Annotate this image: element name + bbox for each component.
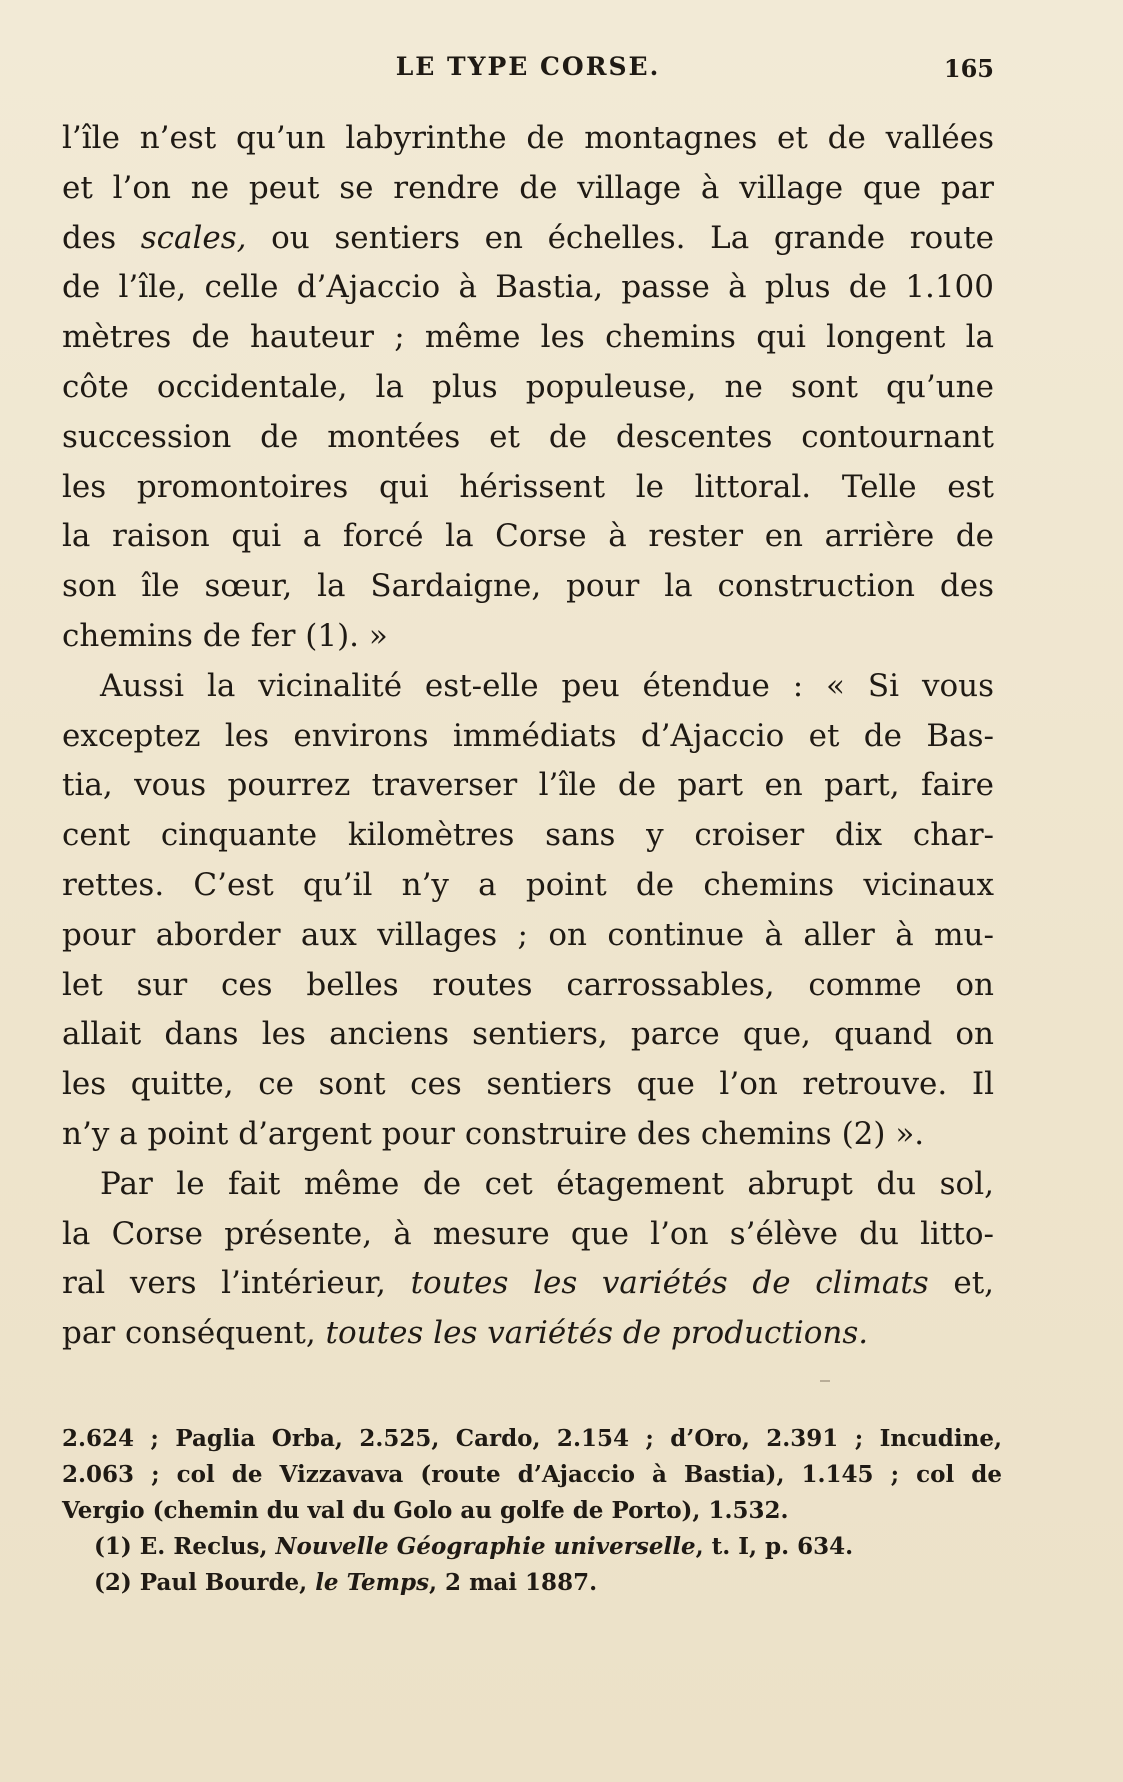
text-line: son île sœur, la Sardaigne, pour la construction des	[62, 568, 994, 605]
text-line: chemins de fer (1). »	[62, 617, 388, 654]
footnote-1-prefix: (1) E. Reclus,	[94, 1533, 276, 1560]
text-line: l’île n’est qu’un labyrinthe de montagnes et de vallées	[62, 120, 994, 156]
footnote-continuation-line: 2.063 ; col de Vizzavava (route d’Ajaccio à Bastia), 1.145 ; col de	[62, 1461, 1002, 1488]
footnote-2-prefix: (2) Paul Bourde,	[94, 1569, 316, 1596]
text-line: succession de montées et de descentes contournant	[62, 418, 994, 455]
text-line	[62, 214, 994, 264]
footnote-2-title: le Temps	[315, 1569, 430, 1596]
text-line: les quitte, ce sont ces sentiers que l’on retrouve. Il	[62, 1066, 994, 1103]
footnote-2-suffix: , 2 mai 1887.	[429, 1569, 598, 1596]
italic-segment: scales,	[140, 219, 247, 256]
text-line: let sur ces belles routes carrossables, comme on	[62, 966, 994, 1003]
footnote-continuation-line: Vergio (chemin du val du Golo au golfe de Porto), 1.532.	[62, 1497, 789, 1524]
text-line	[62, 1259, 994, 1309]
italic-segment: toutes les variétés de productions.	[325, 1315, 869, 1352]
text-line: exceptez les environs immédiats d’Ajaccio et de Bas-	[62, 717, 994, 754]
italic-segment: toutes les variétés de climats	[410, 1265, 929, 1302]
page-number: 165	[943, 54, 994, 83]
footnote-1-suffix: , t. I, p. 634.	[695, 1533, 854, 1560]
text-segment: ral vers l’intérieur,	[62, 1265, 411, 1302]
text-segment: ou sentiers en échelles. La grande route	[246, 219, 994, 256]
text-line: allait dans les anciens sentiers, parce que, quand on	[62, 1016, 994, 1053]
text-line: les promontoires qui hérissent le littoral. Telle est	[62, 468, 994, 505]
text-line	[62, 1309, 994, 1359]
running-header	[62, 52, 994, 88]
text-line: pour aborder aux villages ; on continue à aller à mu-	[62, 916, 994, 953]
text-line: mètres de hauteur ; même les chemins qui longent la	[62, 319, 994, 356]
footnotes	[62, 1421, 1002, 1601]
text-line: la raison qui a forcé la Corse à rester en arrière de	[62, 518, 994, 555]
footnote-continuation-line: 2.624 ; Paglia Orba, 2.525, Cardo, 2.154 ; d’Oro, 2.391 ; Incudine,	[62, 1425, 1002, 1452]
text-line: et l’on ne peut se rendre de village à village que par	[62, 169, 994, 206]
footnote-1-title: Nouvelle Géographie universelle	[275, 1533, 696, 1560]
text-segment: par conséquent,	[62, 1315, 326, 1352]
text-line: cent cinquante kilomètres sans y croiser dix char-	[62, 817, 994, 854]
text-line: Aussi la vicinalité est-elle peu étendue : « Si vous	[100, 667, 994, 704]
footnote-1	[62, 1529, 1002, 1565]
text-line: Par le fait même de cet étagement abrupt du sol,	[100, 1165, 994, 1202]
text-line: la Corse présente, à mesure que l’on s’élève du litto-	[62, 1215, 994, 1252]
running-title: LE TYPE CORSE.	[395, 52, 661, 81]
footnote-2	[62, 1565, 1002, 1601]
footnote-separator	[820, 1380, 830, 1382]
body-text	[62, 114, 994, 1359]
text-line: tia, vous pourrez traverser l’île de part en part, faire	[62, 767, 994, 804]
text-line: n’y a point d’argent pour construire des chemins (2) ».	[62, 1115, 925, 1152]
text-segment: et,	[928, 1265, 995, 1302]
text-line: côte occidentale, la plus populeuse, ne sont qu’une	[62, 368, 994, 405]
text-segment: des	[62, 219, 141, 256]
text-line: de l’île, celle d’Ajaccio à Bastia, passe à plus de 1.100	[62, 269, 994, 306]
text-line: rettes. C’est qu’il n’y a point de chemins vicinaux	[62, 866, 994, 903]
